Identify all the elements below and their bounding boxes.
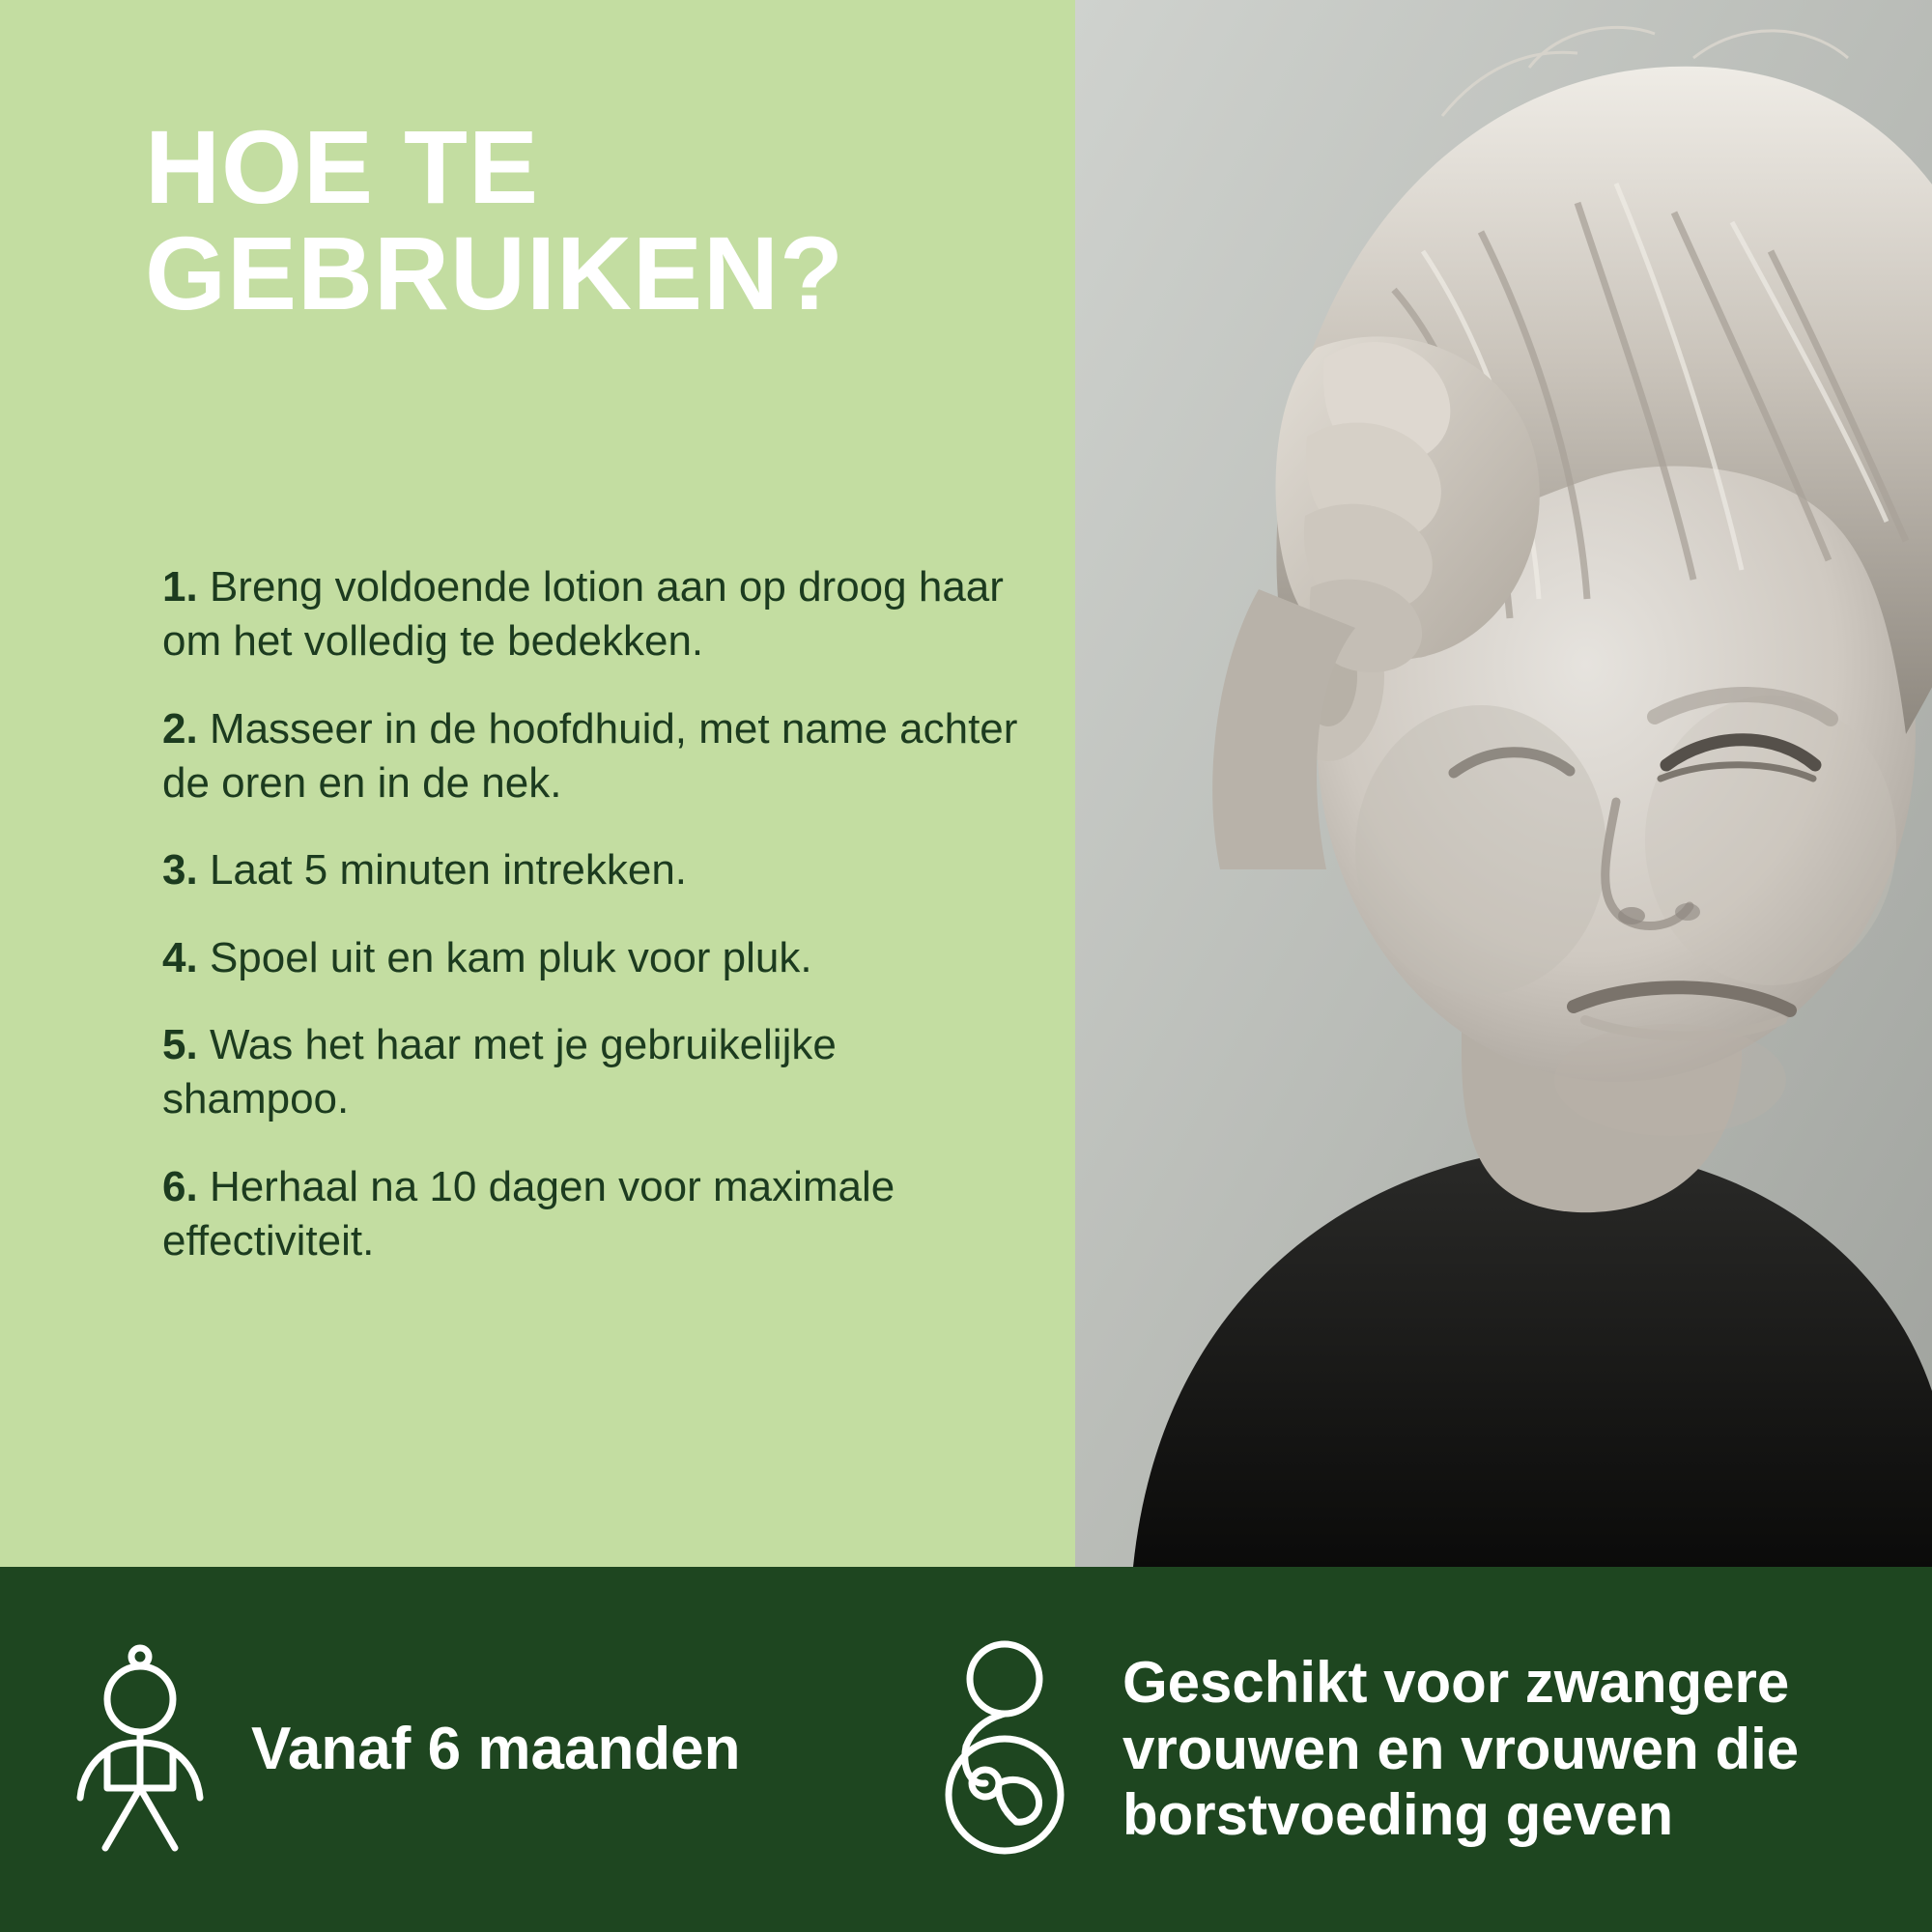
step-text: Laat 5 minuten intrekken. (209, 846, 688, 895)
step-text: Was het haar met je gebruikelijke shampoo. (162, 1020, 837, 1123)
list-item (162, 702, 1032, 811)
list-item (162, 843, 1032, 897)
list-item (162, 1018, 1032, 1127)
list-item (162, 931, 1032, 985)
step-number: 6. (162, 1162, 198, 1210)
claims-bar (0, 1567, 1932, 1932)
page-title (145, 108, 1034, 332)
step-number: 4. (162, 933, 198, 981)
step-text: Spoel uit en kam pluk voor pluk. (209, 933, 812, 981)
list-item (162, 560, 1032, 669)
headline-line-2: GEBRUIKEN? (145, 214, 845, 332)
headline-line-1: HOE TE (145, 108, 540, 225)
claim-pregnancy (908, 1567, 1932, 1932)
list-item (162, 1160, 1032, 1269)
child-icon (58, 1638, 222, 1861)
claim-age-text: Vanaf 6 maanden (251, 1716, 741, 1783)
child-photo (1075, 0, 1932, 1567)
claim-age (0, 1567, 908, 1932)
instructions-panel (0, 0, 1075, 1567)
step-number: 3. (162, 846, 198, 895)
step-text: Herhaal na 10 dagen voor maximale effectiviteit. (162, 1162, 895, 1264)
step-text: Breng voldoende lotion aan op droog haar om het volledig te bedekken. (162, 563, 1004, 666)
step-number: 2. (162, 704, 198, 753)
step-number: 1. (162, 563, 198, 611)
step-text: Masseer in de hoofdhuid, met name achter de oren en in de nek. (162, 704, 1018, 807)
claim-pregnancy-text: Geschikt voor zwangere vrouwen en vrouwen die borstvoeding geven (1122, 1650, 1800, 1848)
breastfeeding-icon (908, 1638, 1101, 1861)
step-number: 5. (162, 1020, 198, 1068)
steps-list (162, 560, 1032, 1301)
